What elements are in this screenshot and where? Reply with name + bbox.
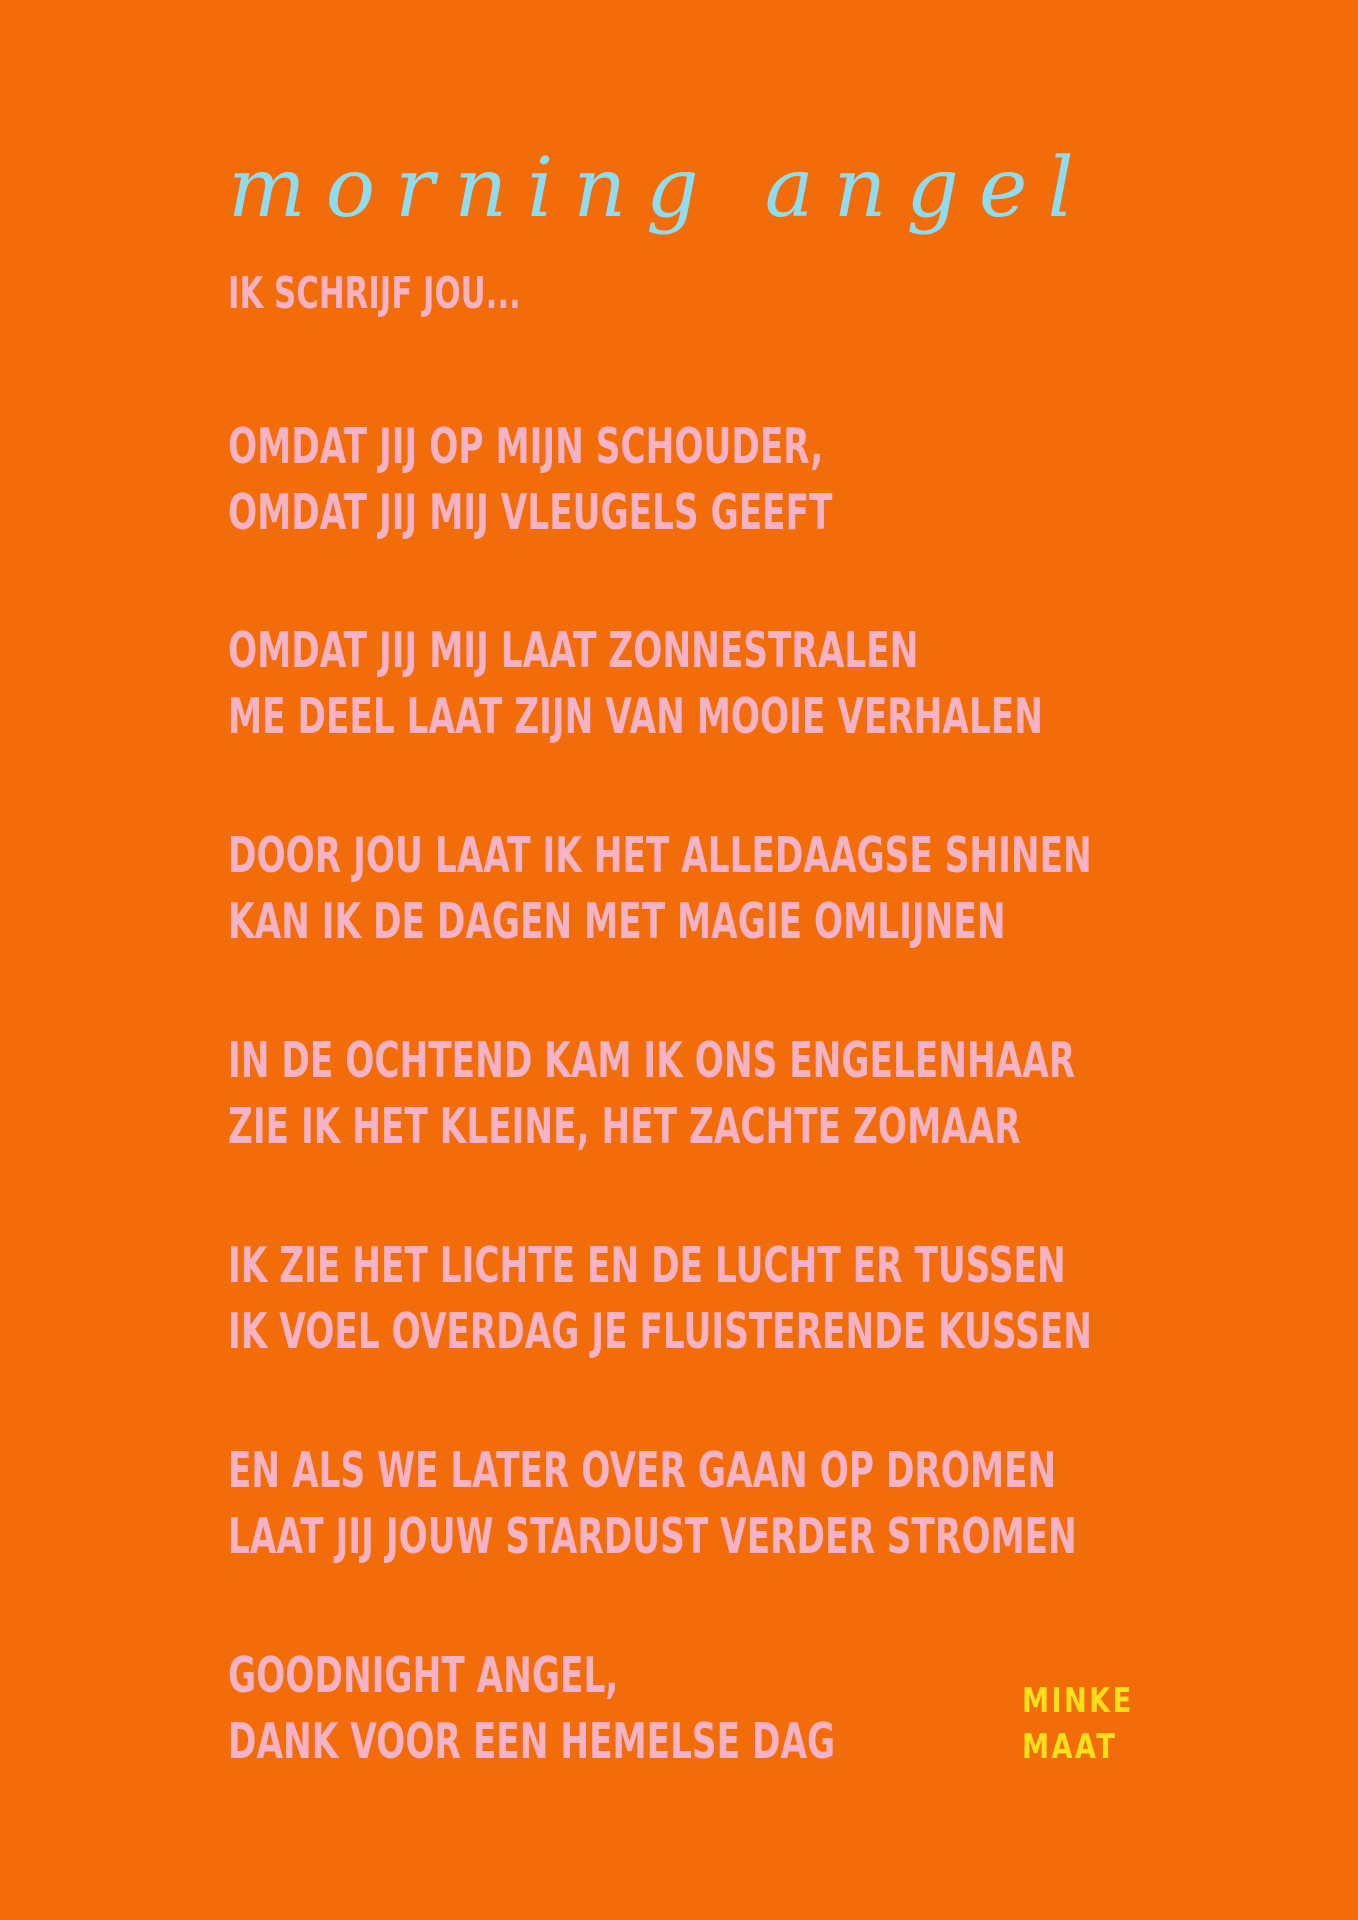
stanza-3 <box>228 823 1092 955</box>
stanza-1 <box>228 414 832 546</box>
stanza-4 <box>228 1028 1075 1160</box>
stanza-line: IN DE OCHTEND KAM IK ONS ENGELENHAAR <box>228 1032 1076 1089</box>
stanza-line: DOOR JOU LAAT IK HET ALLEDAAGSE SHINEN <box>228 827 1092 884</box>
stanza-line: EN ALS WE LATER OVER GAAN OP DROMEN <box>228 1442 1057 1499</box>
stanza-2 <box>228 618 1043 750</box>
stanza-line: IK ZIE HET LICHTE EN DE LUCHT ER TUSSEN <box>228 1237 1066 1294</box>
stanza-7 <box>228 1643 835 1775</box>
author-first-name: MINKE <box>1022 1681 1134 1721</box>
stanza-line: ME DEEL LAAT ZIJN VAN MOOIE VERHALEN <box>228 688 1043 745</box>
stanza-5 <box>228 1233 1092 1365</box>
poem-intro: IK SCHRIJF JOU... <box>228 268 521 319</box>
stanza-line: LAAT JIJ JOUW STARDUST VERDER STROMEN <box>228 1508 1077 1565</box>
stanza-line: GOODNIGHT ANGEL, <box>228 1647 619 1704</box>
stanza-line: IK VOEL OVERDAG JE FLUISTERENDE KUSSEN <box>228 1303 1092 1360</box>
stanza-line: OMDAT JIJ OP MIJN SCHOUDER, <box>228 418 824 475</box>
stanza-line: KAN IK DE DAGEN MET MAGIE OMLIJNEN <box>228 893 1006 950</box>
poem-title: morning angel <box>228 141 1094 236</box>
stanza-line: OMDAT JIJ MIJ VLEUGELS GEEFT <box>228 484 833 541</box>
author-name <box>1022 1678 1134 1770</box>
stanza-line: DANK VOOR EEN HEMELSE DAG <box>228 1713 836 1770</box>
author-last-name: MAAT <box>1022 1727 1118 1767</box>
stanza-line: ZIE IK HET KLEINE, HET ZACHTE ZOMAAR <box>228 1098 1021 1155</box>
stanza-6 <box>228 1438 1077 1570</box>
stanza-line: OMDAT JIJ MIJ LAAT ZONNESTRALEN <box>228 622 919 679</box>
